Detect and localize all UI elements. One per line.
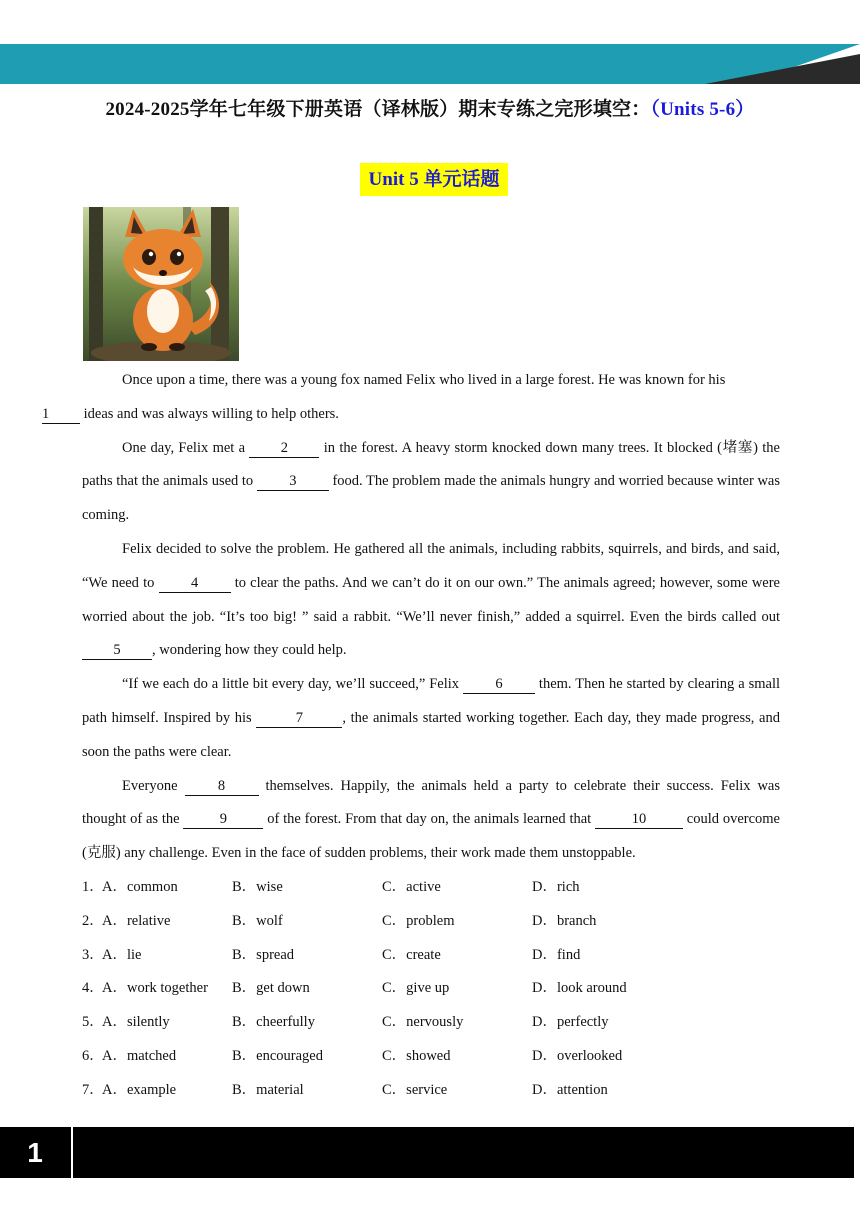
option-row-3 xyxy=(82,939,780,973)
option-c: C．showed xyxy=(382,1047,451,1064)
paragraph-4 xyxy=(82,668,780,769)
blank-4: 4 xyxy=(159,574,231,593)
question-number: 4． xyxy=(82,980,104,997)
option-row-4 xyxy=(82,972,780,1006)
option-d: D．attention xyxy=(532,1081,608,1098)
option-row-5 xyxy=(82,1006,780,1040)
option-a: A．example xyxy=(102,1081,177,1098)
question-number: 2． xyxy=(82,912,104,929)
option-d: D．branch xyxy=(532,912,597,929)
unit-heading: Unit 5 单元话题 xyxy=(360,163,508,196)
header-decoration-bar xyxy=(0,44,860,84)
footer-divider xyxy=(71,1127,73,1178)
option-a: A．lie xyxy=(102,946,142,963)
question-number: 3． xyxy=(82,946,104,963)
passage-text: Everyone xyxy=(122,777,185,794)
blank-9: 9 xyxy=(183,810,263,829)
blank-1: 1 xyxy=(42,405,80,424)
passage-text: Once upon a time, there was a young fox named Felix who lived in a large forest. He was known for his xyxy=(122,372,726,388)
option-b: B．encouraged xyxy=(232,1047,323,1064)
option-d: D．rich xyxy=(532,879,580,895)
option-row-7 xyxy=(82,1074,780,1108)
blank-8: 8 xyxy=(185,777,259,796)
option-d: D．find xyxy=(532,946,581,963)
passage-text: them. Then he started by clearing a small path himself. Inspired by his xyxy=(82,676,781,726)
option-row-1 xyxy=(82,871,780,905)
page-footer xyxy=(0,1127,854,1178)
question-number: 5． xyxy=(82,1014,104,1031)
option-b: B．spread xyxy=(232,946,295,963)
blank-2: 2 xyxy=(249,439,319,458)
document-title xyxy=(0,94,860,121)
option-c: C．give up xyxy=(382,980,450,997)
passage-text: in the forest. A heavy storm knocked down many trees. It blocked (堵塞) the paths that the animals used to xyxy=(82,439,780,490)
cloze-passage xyxy=(42,364,781,871)
option-a: A．matched xyxy=(102,1047,177,1064)
option-a: A．relative xyxy=(102,912,171,929)
option-d: D．overlooked xyxy=(532,1047,623,1064)
option-b: B．wise xyxy=(232,879,283,895)
option-d: D．perfectly xyxy=(532,1014,609,1031)
paragraph-5 xyxy=(82,770,780,871)
option-c: C．create xyxy=(382,946,441,963)
passage-text: to clear the paths. And we can’t do it on our own.” The animals agreed; however, some were worried about the job. “It’s too big! ” said a rabbit. “We’ll never finish,” added a squirrel. Even the birds called out xyxy=(82,574,780,625)
passage-text: “If we each do a little bit every day, we’ll succeed,” Felix xyxy=(122,676,463,693)
passage-text: could overcome (克服) any challenge. Even in the face of sudden problems, their work made them unstoppable. xyxy=(82,811,780,862)
question-number: 1． xyxy=(82,879,104,895)
blank-7: 7 xyxy=(256,709,342,728)
page-number: 1 xyxy=(27,1137,43,1168)
passage-text: , wondering how they could help. xyxy=(152,642,347,659)
passage-text: Felix decided to solve the problem. He gathered all the animals, including rabbits, squirrels, and birds, and said, “We need to xyxy=(82,540,780,591)
option-d: D．look around xyxy=(532,980,627,997)
paragraph-2 xyxy=(82,432,780,533)
option-c: C．nervously xyxy=(382,1014,464,1031)
passage-text: One day, Felix met a xyxy=(122,439,250,456)
option-c: C．problem xyxy=(382,912,455,929)
option-a: A．silently xyxy=(102,1014,170,1031)
option-b: B．cheerfully xyxy=(232,1014,315,1031)
option-b: B．material xyxy=(232,1081,304,1098)
option-b: B．wolf xyxy=(232,912,283,929)
title-main: 2024-2025学年七年级下册英语（译林版）期末专练之完形填空： xyxy=(105,99,651,120)
passage-text: of the forest. From that day on, the animals learned that xyxy=(263,811,595,828)
paragraph-3 xyxy=(82,533,780,668)
answer-options xyxy=(82,871,780,1108)
option-a: A．work together xyxy=(102,980,208,997)
option-b: B．get down xyxy=(232,980,310,997)
fox-illustration xyxy=(83,207,239,361)
option-row-6 xyxy=(82,1040,780,1074)
title-units: （Units 5-6） xyxy=(650,99,755,120)
passage-text: ideas and was always willing to help others. xyxy=(80,405,339,422)
option-c: C．service xyxy=(382,1081,448,1098)
question-number: 6． xyxy=(82,1047,104,1064)
option-c: C．active xyxy=(382,879,441,895)
paragraph-1 xyxy=(42,364,780,432)
passage-text: food. The problem made the animals hungry and worried because winter was coming. xyxy=(82,473,780,524)
question-number: 7． xyxy=(82,1081,104,1098)
option-a: A．common xyxy=(102,879,178,895)
blank-5: 5 xyxy=(82,641,152,660)
option-row-2 xyxy=(82,905,780,939)
blank-10: 10 xyxy=(595,810,683,829)
blank-3: 3 xyxy=(257,472,329,491)
passage-text: themselves. Happily, the animals held a party to celebrate their success. Felix was thought of as the xyxy=(82,777,780,828)
blank-6: 6 xyxy=(463,675,535,694)
passage-text: , the animals started working together. Each day, they made progress, and soon the paths were clear. xyxy=(82,709,780,760)
